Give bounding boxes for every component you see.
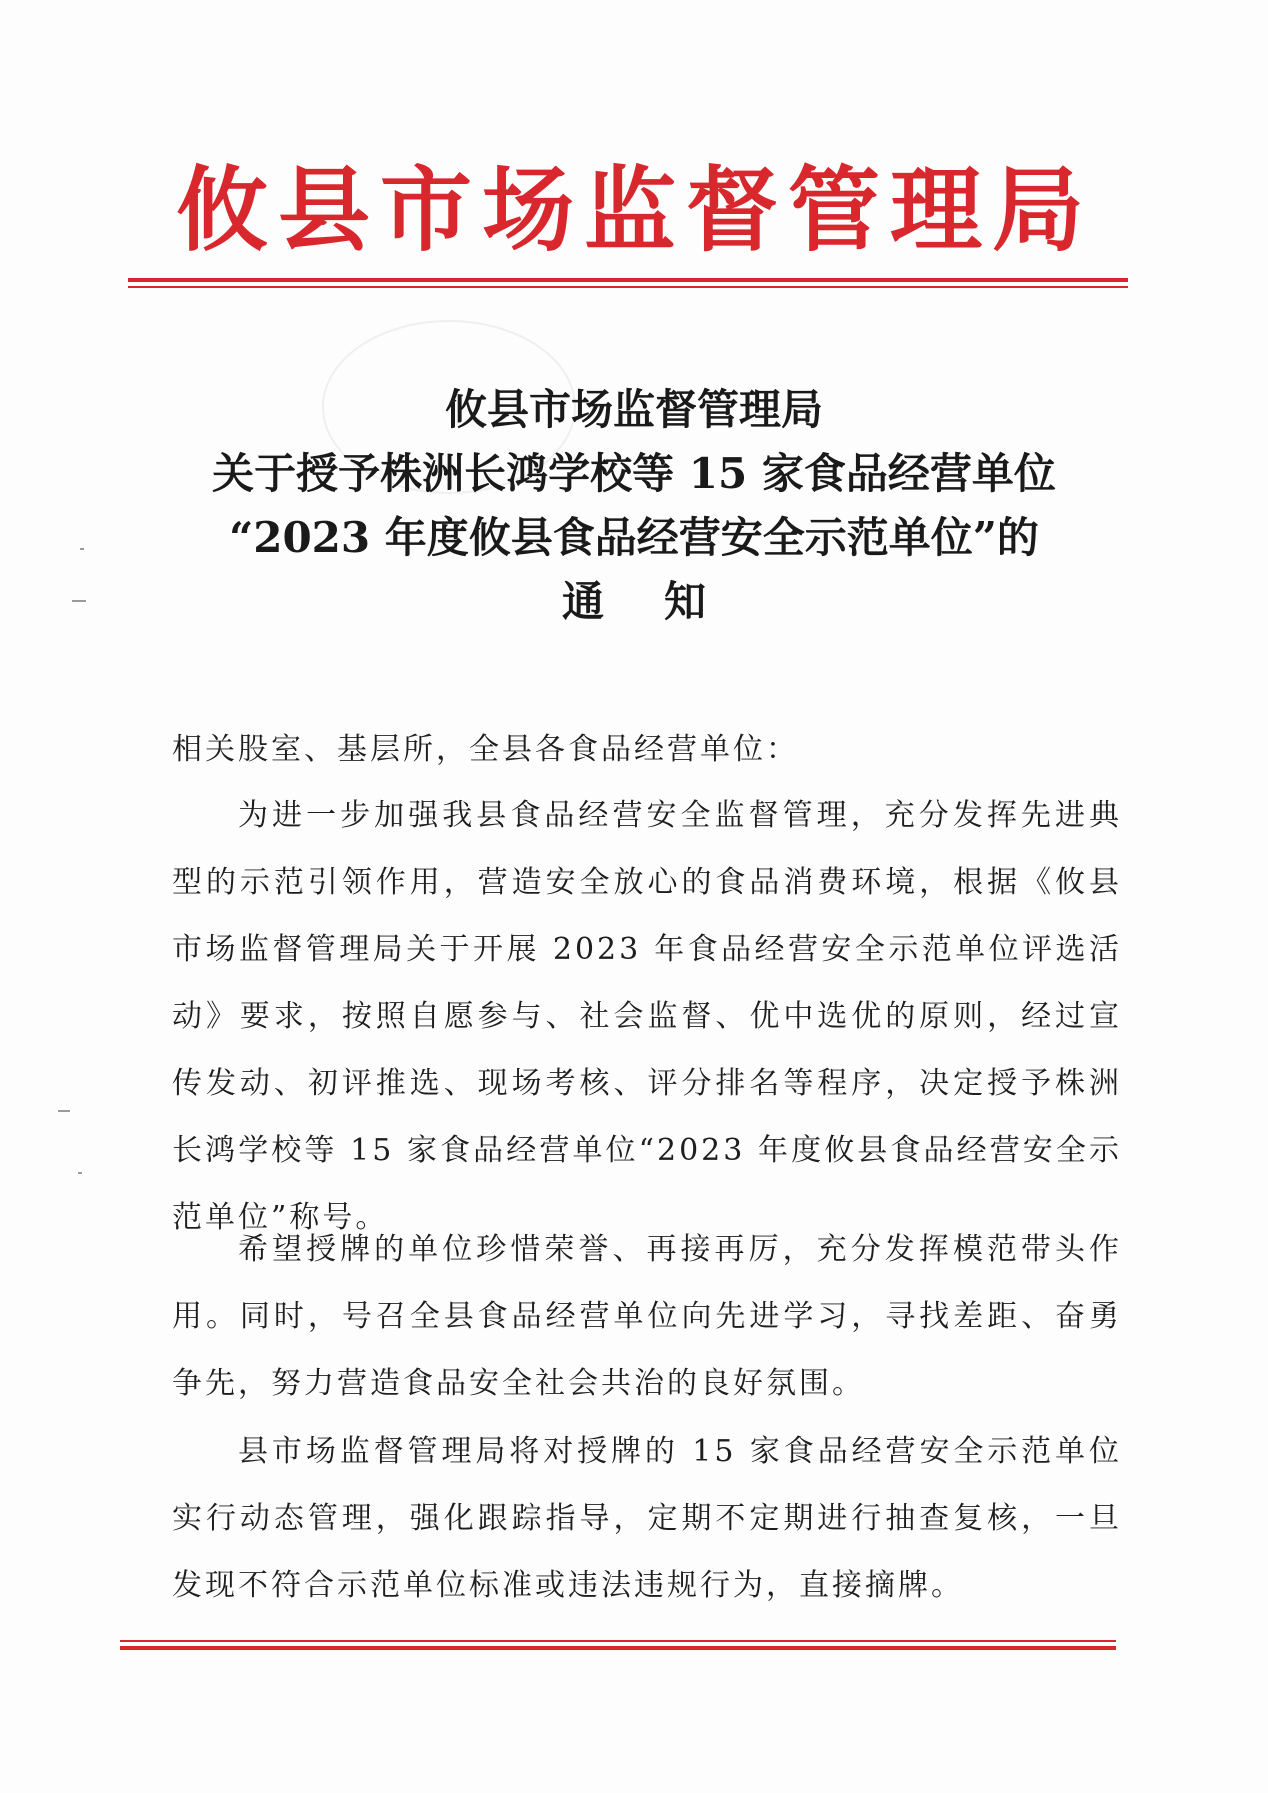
rule-thin: [128, 286, 1128, 288]
title-line-2: 关于授予株洲长鸿学校等 15 家食品经营单位: [212, 449, 1056, 498]
footer-double-rule: [120, 1640, 1116, 1654]
title-line-1: 攸县市场监督管理局: [444, 385, 823, 434]
scan-speck: [80, 548, 84, 550]
body-paragraph-3: 县市场监督管理局将对授牌的 15 家食品经营安全示范单位实行动态管理，强化跟踪指导，定期不定期进行抽查复核，一旦发现不符合示范单位标准或违法违规行为，直接摘牌。: [172, 1434, 1122, 1603]
rule-thick: [120, 1646, 1116, 1650]
rule-thin: [120, 1640, 1116, 1642]
scan-speck: [78, 1172, 82, 1174]
rule-thick: [128, 278, 1128, 282]
title-line-notice: 通知: [561, 577, 766, 626]
title-line-3: “2023 年度攸县食品经营安全示范单位”的: [229, 513, 1039, 562]
document-title: [150, 378, 1118, 634]
salutation: 相关股室、基层所，全县各食品经营单位：: [172, 732, 799, 767]
body-paragraph-1: 为进一步加强我县食品经营安全监督管理，充分发挥先进典型的示范引领作用，营造安全放心的食品消费环境，根据《攸县市场监督管理局关于开展 2023 年食品经营安全示范单位评选活动》要求，按照自愿参与、社会监督、优中选优的原则，经过宣传发动、初评推选、现场考核、评分排名等程序，决定授予株洲长鸿学校等 15 家食品经营单位“2023 年度攸县食品经营安全示范单位”称号。: [172, 798, 1122, 1235]
letterhead-double-rule: [128, 278, 1128, 290]
letterhead-org-name: 攸县市场监督管理局: [175, 156, 1094, 264]
body-paragraph-2: 希望授牌的单位珍惜荣誉、再接再厉，充分发挥模范带头作用。同时，号召全县食品经营单位向先进学习，寻找差距、奋勇争先，努力营造食品安全社会共治的良好氛围。: [172, 1232, 1122, 1401]
scan-speck: [58, 1110, 70, 1112]
scan-speck: [72, 600, 86, 602]
